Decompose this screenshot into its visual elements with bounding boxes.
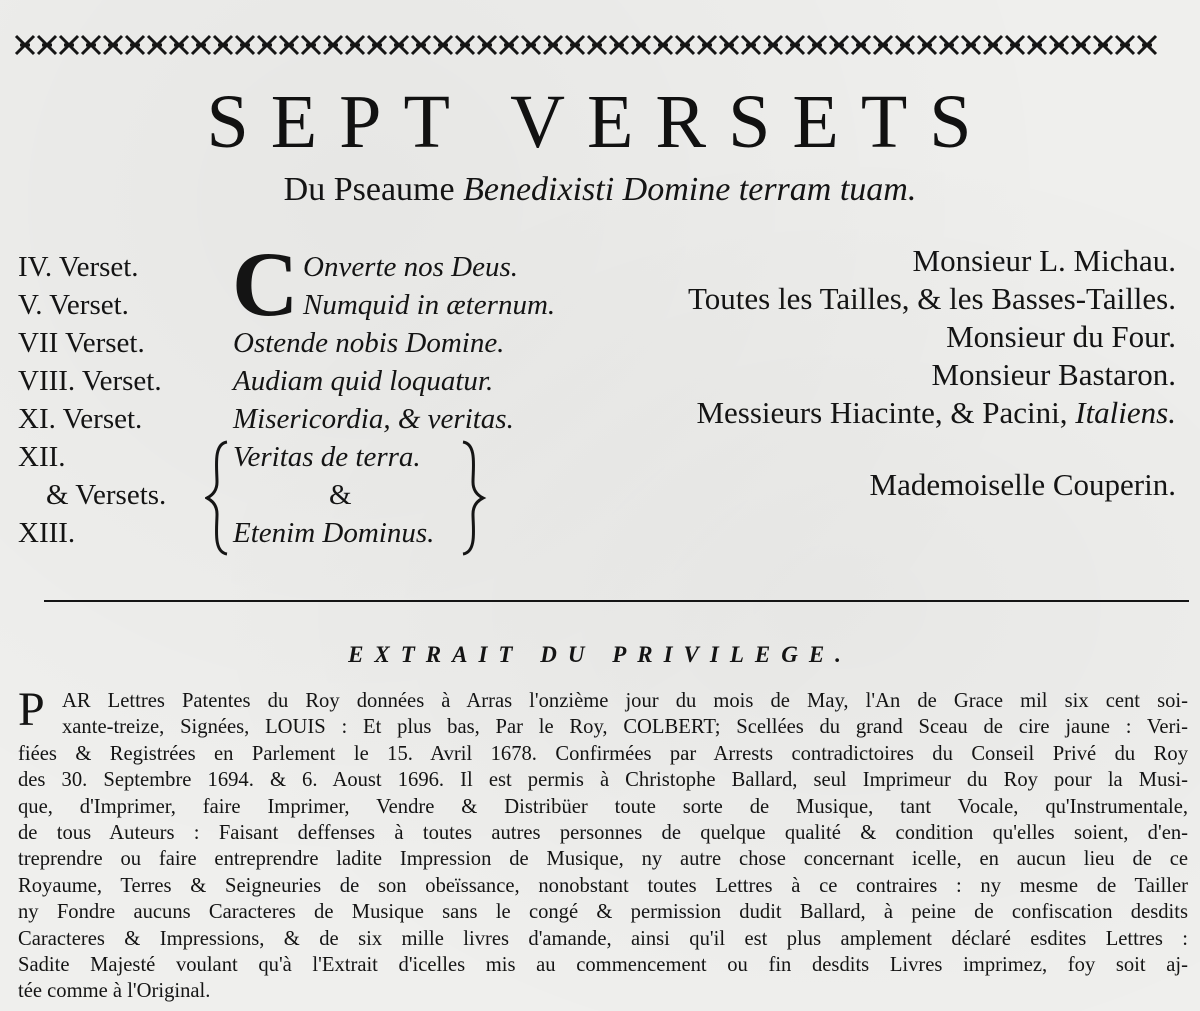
ornament-motif [104,36,122,54]
privilege-line: AR Lettres Patentes du Roy données à Arras l'onzième jour du mois de May, l'An de Grace mil six cent soi- [62,690,1188,712]
ornament-motif [478,36,496,54]
singer: Monsieur du Four. [946,319,1176,354]
verse-incipit: Misericordia, & veritas. [233,403,514,435]
ornament-motif [896,36,914,54]
verse-incipit: Audiam quid loquatur. [233,365,494,397]
ornamental-border [14,30,1179,60]
verse-labels [18,248,166,552]
ornament-motif [500,36,518,54]
privilege-line: des 30. Septembre 1694. & 6. Aoust 1696. Il est permis à Christophe Ballard, seul Imprimeur du Roy pour la Musi- [18,769,1188,792]
ornament-motif [566,36,584,54]
ornament-motif [346,36,364,54]
singers-list [688,242,1176,504]
ornament-motif [742,36,760,54]
ornament-motif [698,36,716,54]
verse-label: XI. Verset. [18,403,143,435]
ornament-motif [280,36,298,54]
verse-label: V. Verset. [18,289,129,321]
ornament-motif [82,36,100,54]
ornament-motif [720,36,738,54]
verse-incipit: Ostende nobis Domine. [233,327,505,359]
singer-note: Italiens. [1075,395,1176,430]
privilege-line: Royaume, Terres & Seigneuries de son obeïssance, nonobstant toutes Lettres à ce contraires : ny mesme de Tailler [18,874,1188,897]
verse-label: VIII. Verset. [18,365,162,397]
privilege-line: tée comme à l'Original. [18,980,211,1003]
subtitle-prefix: Du Pseaume [283,171,455,208]
brace-line: Etenim Dominus. [233,517,435,549]
singer: Messieurs Hiacinte, & Pacini, [696,395,1068,430]
ornament-motif [962,36,980,54]
ornament-motif [918,36,936,54]
page-title: SEPT VERSETS [206,80,994,164]
ornament-motif [1028,36,1046,54]
privilege-line: treprendre ou faire entreprendre ladite Impression de Musique, ny autre chose concernant icelle, en aucun lieu de ce [18,848,1188,871]
ornament-motif [874,36,892,54]
ornament-motif [148,36,166,54]
ornament-motif [830,36,848,54]
ornament-motif [38,36,56,54]
ornament-motif [16,36,34,54]
ornament-motif [764,36,782,54]
ornament-motif [1138,36,1156,54]
subtitle [0,170,1200,210]
ornament-motif [544,36,562,54]
privilege-text [18,683,1188,1005]
ornament-motif [192,36,210,54]
ornament-motif [1050,36,1068,54]
ornament-motif [786,36,804,54]
right-brace [463,442,483,554]
ornament-motif [676,36,694,54]
verse-incipit: Numquid in æternum. [303,289,556,321]
singer-row [688,394,1176,432]
privilege-line: Caracteres & Impressions, & de six mille livres d'amande, ainsi qu'il est plus amplement déclaré esdites Lettres : [18,927,1188,950]
singer: Monsieur L. Michau. [912,243,1176,278]
ornament-motif [258,36,276,54]
privilege-line: Sadite Majesté voulant qu'à l'Extrait d'icelles mis au commencement ou fin desdits Livres imprimez, foy soit aj- [18,954,1188,977]
verse-incipits [233,248,613,438]
brace-line: & [329,479,352,511]
ornament-motif [588,36,606,54]
brace-lines [233,438,434,552]
ornament-motif [434,36,452,54]
privilege-line: ny Fondre aucuns Caracteres de Musique sans le congé & permission dudit Ballard, à peine de confiscation desdits [18,901,1188,924]
singer: Toutes les Tailles, & les Basses-Tailles. [688,281,1176,316]
verse-label: IV. Verset. [18,251,139,283]
privilege-drop-capital: P [18,683,45,736]
ornament-motif [170,36,188,54]
privilege-line: de tous Auteurs : Faisant deffenses à toutes autres personnes de quelque qualité & condition qu'elles soient, d'en- [18,822,1188,845]
verse-label: XII. [18,441,66,473]
privilege-line: que, d'Imprimer, faire Imprimer, Vendre & Distribüer toute sorte de Musique, tant Vocale, qu'Instrumentale, [18,795,1188,818]
divider-rule [44,600,1189,602]
ornament-motif [60,36,78,54]
privilege-line: xante-treize, Signées, LOUIS : Et plus bas, Par le Roy, COLBERT; Scellées du grand Sceau de cire jaune : Veri- [62,716,1188,739]
ornament-motif [940,36,958,54]
ornament-motif [214,36,232,54]
ornament-motif [610,36,628,54]
verse-label: VII Verset. [18,327,145,359]
drop-capital: C [232,233,299,335]
ornament-motif [456,36,474,54]
ornament-motif [522,36,540,54]
ornament-motif [126,36,144,54]
ornament-motif [368,36,386,54]
ornament-motif [632,36,650,54]
ornament-motif [808,36,826,54]
singer: Mademoiselle Couperin. [869,467,1176,502]
brace-line: Veritas de terra. [233,441,421,473]
ornament-motif [412,36,430,54]
privilege-line: fiées & Registrées en Parlement le 15. Avril 1678. Confirmées par Arrests contradictoires du Conseil Privé du Roy [18,742,1188,765]
ornament-motif [984,36,1002,54]
subtitle-incipit: Benedixisti Domine terram tuam. [463,171,917,208]
verse-incipit: Onverte nos Deus. [303,251,519,283]
ornament-motif [302,36,320,54]
ornament-motif [852,36,870,54]
left-brace [207,442,227,554]
singer: Monsieur Bastaron. [931,357,1176,392]
ornament-motif [1072,36,1090,54]
ornament-motif [654,36,672,54]
ornament-motif [324,36,342,54]
ornament-motif [1094,36,1112,54]
ornament-motif [390,36,408,54]
privilege-heading: EXTRAIT DU PRIVILEGE. [348,642,852,667]
verse-label: & Versets. [46,479,167,511]
ornament-motif [1006,36,1024,54]
verse-label: XIII. [18,517,76,549]
ornament-motif [236,36,254,54]
ornament-motif [1116,36,1134,54]
